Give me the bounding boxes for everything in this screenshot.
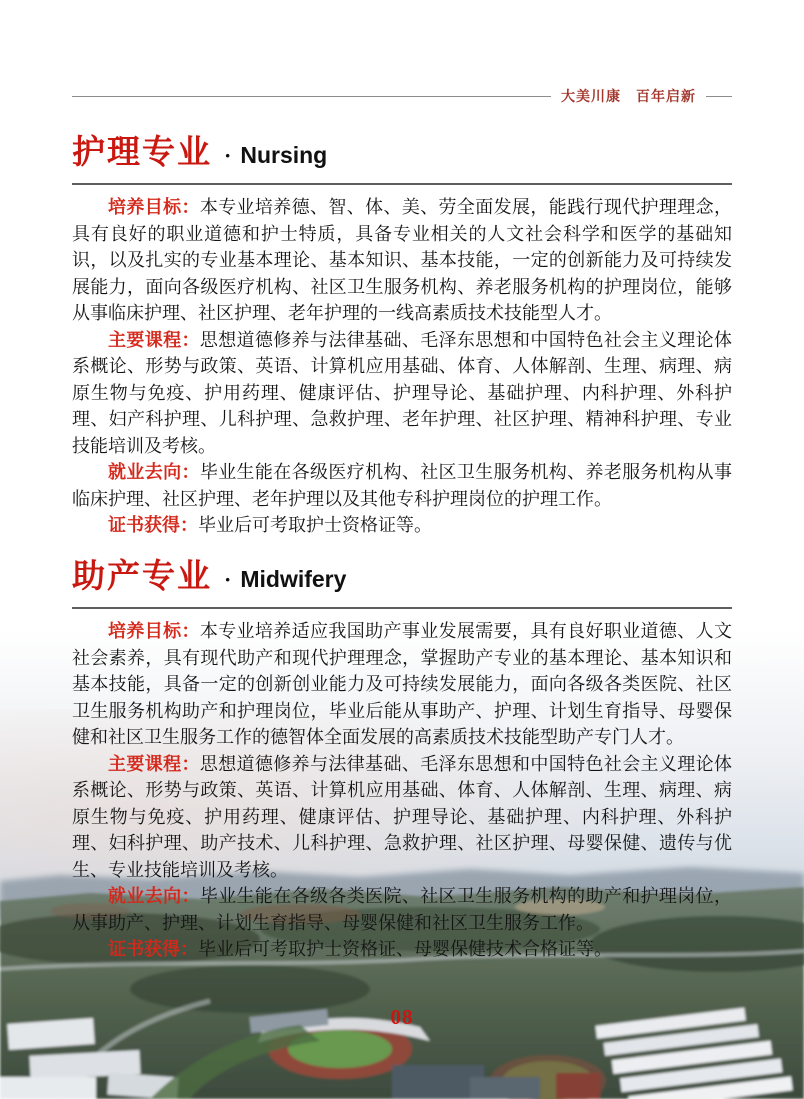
paragraph-label: 主要课程： [108,329,200,350]
paragraph-main-courses [72,751,732,884]
page-number: 08 [390,1005,414,1029]
paragraph-text: 毕业生能在各级医疗机构、社区卫生服务机构、养老服务机构从事临床护理、社区护理、老年护理以及其他专科护理岗位的护理工作。 [72,462,733,509]
section-midwifery [72,557,732,963]
header-motto-text: 大美川康 百年启新 [561,90,696,105]
section-title-en: Nursing [240,142,328,168]
paragraph-text: 毕业生能在各级各类医院、社区卫生服务机构的助产和护理岗位，从事助产、护理、计划生育指导、母婴保健和社区卫生服务工作。 [72,886,733,933]
section-title-zh: 助产专业 [72,559,212,595]
section-midwifery-title [72,557,732,609]
paragraph-text: 思想道德修养与法律基础、毛泽东思想和中国特色社会主义理论体系概论、形势与政策、英语、计算机应用基础、体育、人体解剖、生理、病理、病原生物与免疫、护用药理、健康评估、护理导论、基础护理、内科护理、外科护理、妇科护理、助产技术、儿科护理、急救护理、社区护理、母婴保健、遗传与优生、专业技能培训及考核。 [72,753,733,880]
title-dot-separator: · [224,143,232,168]
paragraph-text: 毕业后可考取护士资格证、母婴保健技术合格证等。 [198,939,612,959]
paragraph-text: 毕业后可考取护士资格证等。 [198,515,432,535]
header-motto-row [72,86,732,106]
paragraph-label: 培养目标： [108,197,200,217]
paragraph-label: 培养目标： [108,621,200,641]
paragraph-certificates [72,936,732,963]
paragraph-employment [72,883,732,936]
paragraph-main-courses [72,327,732,460]
paragraph-training-objective [72,618,732,751]
paragraph-certificates [72,512,732,539]
paragraph-label: 就业去向： [108,886,200,906]
paragraph-label: 就业去向： [108,462,200,482]
section-title-en: Midwifery [240,566,347,592]
section-nursing-title [72,133,732,185]
paragraph-text: 思想道德修养与法律基础、毛泽东思想和中国特色社会主义理论体系概论、形势与政策、英语、计算机应用基础、体育、人体解剖、生理、病理、病原生物与免疫、护用药理、健康评估、护理导论、基础护理、内科护理、外科护理、妇产科护理、儿科护理、急救护理、老年护理、社区护理、精神科护理、专业技能培训及考核。 [72,329,733,456]
header-rule-line [72,96,551,97]
paragraph-label: 证书获得： [108,939,198,959]
header-rule-tick [706,96,732,97]
section-title-zh: 护理专业 [72,135,212,171]
paragraph-label: 主要课程： [108,753,200,774]
title-dot-separator: · [224,567,232,592]
section-nursing [72,133,732,539]
paragraph-text: 本专业培养适应我国助产事业发展需要，具有良好职业道德、人文社会素养，具有现代助产和现代护理理念，掌握助产专业的基本理论、基本知识和基本技能，具备一定的创新创业能力及可持续发展能力，面向各级各类医院、社区卫生服务机构助产和护理岗位，毕业后能从事助产、护理、计划生育指导、母婴保健和社区卫生服务工作的德智体全面发展的高素质技术技能型助产专门人才。 [72,621,733,747]
paragraph-label: 证书获得： [108,515,198,535]
section-midwifery-paragraphs [72,618,732,963]
section-nursing-paragraphs [72,194,732,539]
paragraph-employment [72,459,732,512]
paragraph-text: 本专业培养德、智、体、美、劳全面发展，能践行现代护理理念，具有良好的职业道德和护士特质，具备专业相关的人文社会科学和医学的基础知识，以及扎实的专业基本理论、基本知识、基本技能，一定的创新能力及可持续发展能力，面向各级医疗机构、社区卫生服务机构、养老服务机构的护理岗位，能够从事临床护理、社区护理、老年护理的一线高素质技术技能型人才。 [72,197,733,323]
paragraph-training-objective [72,194,732,327]
